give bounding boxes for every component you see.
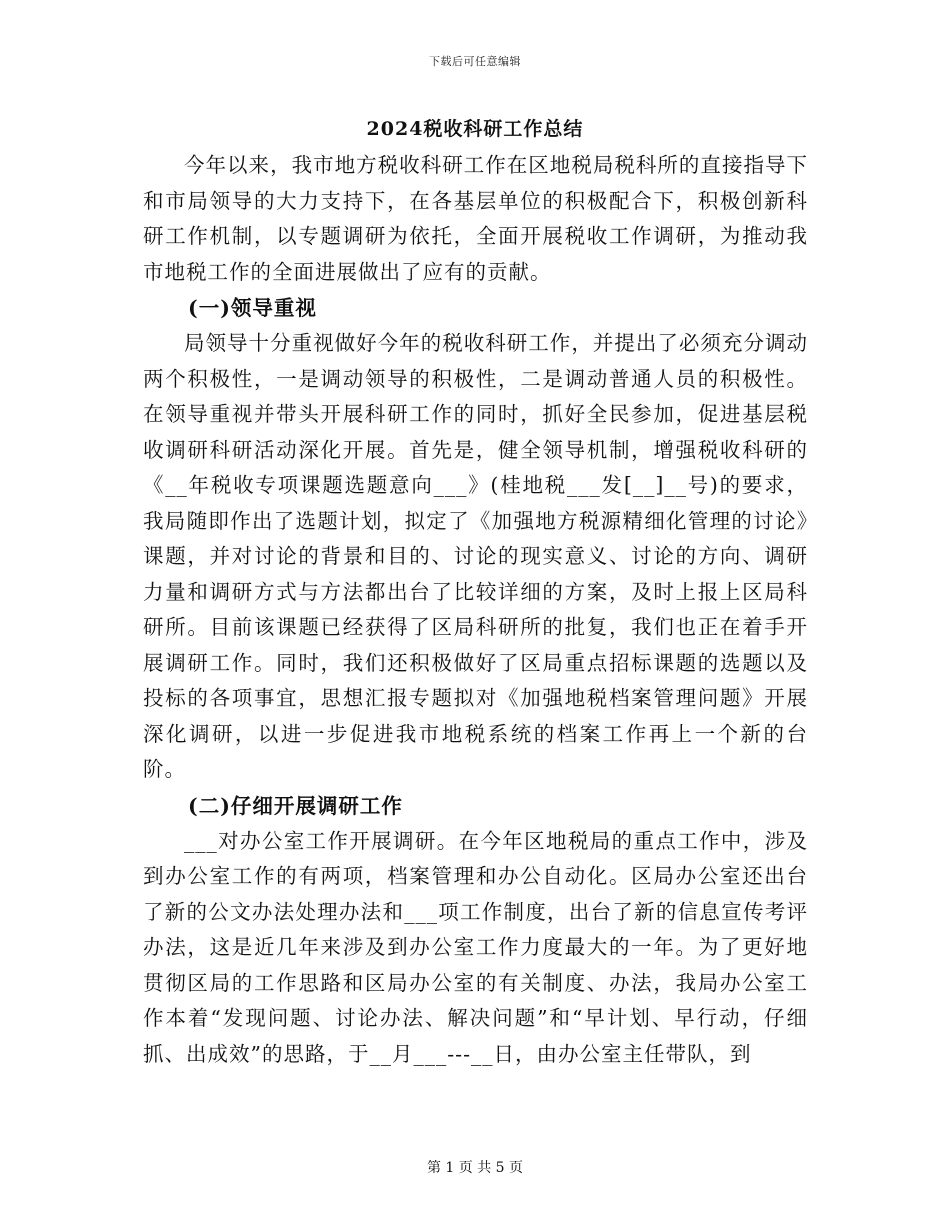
- header-note: 下载后可任意编辑: [429, 55, 521, 68]
- document-body: [143, 148, 808, 1072]
- section-paragraph-1: 局领导十分重视做好今年的税收科研工作，并提出了必须充分调动两个积极性，一是调动领导的积极性，二是调动普通人员的积极性。在领导重视并带头开展科研工作的同时，抓好全民参加，促进基层税收调研科研活动深化开展。首先是，健全领导机制，增强税收科研的《__年税收专项课题选题意向___》(桂地税___发[__]__号)的要求，我局随即作出了选题计划，拟定了《加强地方税源精细化管理的讨论》课题，并对讨论的背景和目的、讨论的现实意义、讨论的方向、调研力量和调研方式与方法都出台了比较详细的方案，及时上报上区局科研所。目前该课题已经获得了区局科研所的批复，我们也正在着手开展调研工作。同时，我们还积极做好了区局重点招标课题的选题以及投标的各项事宜，思想汇报专题拟对《加强地税档案管理问题》开展深化调研，以进一步促进我市地税系统的档案工作再上一个新的台阶。: [143, 331, 808, 781]
- intro-paragraph: 今年以来，我市地方税收科研工作在区地税局税科所的直接指导下和市局领导的大力支持下，在各基层单位的积极配合下，积极创新科研工作机制，以专题调研为依托，全面开展税收工作调研，为推动我市地税工作的全面进展做出了应有的贡献。: [143, 153, 808, 284]
- section-heading-1: (一)领导重视: [188, 296, 317, 320]
- document-title: 2024税收科研工作总结: [366, 118, 584, 140]
- section-heading-2: (二)仔细开展调研工作: [188, 793, 403, 818]
- section-paragraph-2: ___对办公室工作开展调研。在今年区地税局的重点工作中，涉及到办公室工作的有两项，档案管理和办公自动化。区局办公室还出台了新的公文办法处理办法和___项工作制度，出台了新的信息宣传考评办法，这是近几年来涉及到办公室工作力度最大的一年。为了更好地贯彻区局的工作思路和区局办公室的有关制度、办法，我局办公室工作本着“发现问题、讨论办法、解决问题”和“早计划、早行动，仔细抓、出成效”的思路，于__月___---__日，由办公室主任带队，到: [143, 828, 808, 1066]
- page-footer: 第 1 页 共 5 页: [426, 1160, 524, 1176]
